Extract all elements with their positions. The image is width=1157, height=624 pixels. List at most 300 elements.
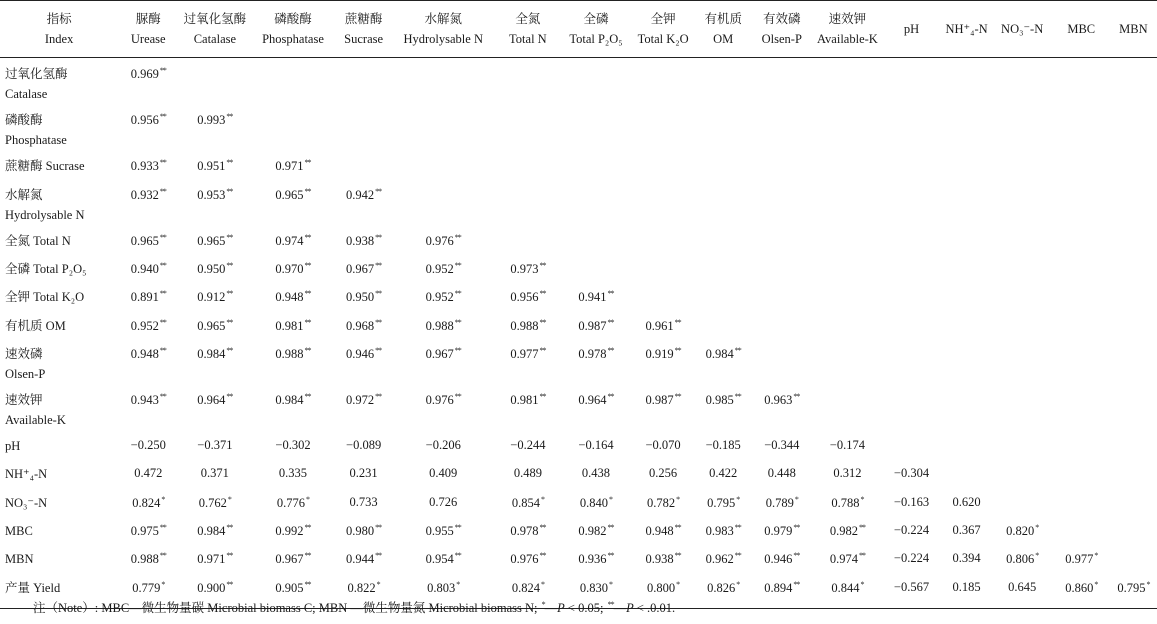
table-cell: [942, 310, 992, 338]
row-label-primary: 速效钾: [5, 393, 43, 407]
table-cell: [1110, 384, 1157, 430]
table-cell: [393, 253, 494, 281]
table-cell: [118, 104, 178, 150]
table-cell: [750, 384, 813, 430]
row-label-primary: 产量 Yield: [5, 581, 61, 595]
column-header-cn: 全氮: [515, 12, 541, 26]
table-cell: [251, 458, 334, 487]
significance-mark: *: [376, 580, 380, 589]
column-header-cn: 全磷: [583, 12, 609, 26]
table-cell: [630, 58, 696, 105]
table-cell: [1053, 430, 1110, 458]
table-cell: [251, 58, 334, 105]
cell-value: −0.174: [829, 438, 865, 452]
row-label: [0, 179, 118, 225]
table-row: [0, 179, 1157, 225]
table-cell: [992, 253, 1053, 281]
table-cell: [178, 487, 251, 515]
significance-mark: **: [226, 318, 233, 327]
column-header-cn: 磷酸酶: [274, 12, 312, 26]
cell-value: 0.824: [132, 496, 161, 510]
table-cell: [1053, 58, 1110, 105]
table-cell: [562, 104, 630, 150]
cell-value: 0.912: [197, 290, 226, 304]
table-cell: [942, 487, 992, 515]
cell-value: 0.968: [346, 319, 375, 333]
significance-mark: *: [609, 580, 613, 589]
table-cell: [178, 179, 251, 225]
table-cell: [1053, 179, 1110, 225]
table-cell: [118, 543, 178, 572]
table-cell: [335, 58, 393, 105]
table-cell: [118, 310, 178, 338]
table-cell: [881, 281, 941, 310]
table-row: [0, 384, 1157, 430]
significance-mark: **: [454, 261, 461, 270]
cell-value: 0.955: [425, 524, 454, 538]
significance-mark: **: [674, 346, 681, 355]
cell-value: −0.302: [275, 438, 311, 452]
cell-value: −0.206: [425, 438, 461, 452]
cell-value: 0.826: [707, 581, 736, 595]
table-row: [0, 515, 1157, 543]
table-cell: [942, 543, 992, 572]
column-header: [992, 1, 1053, 58]
table-cell: [881, 253, 941, 281]
column-header: [393, 1, 494, 58]
table-cell: [178, 281, 251, 310]
row-label-primary: 过氧化氢酶: [5, 67, 68, 81]
table-cell: [942, 515, 992, 543]
table-row: [0, 58, 1157, 105]
table-cell: [1053, 310, 1110, 338]
table-cell: [813, 487, 881, 515]
significance-mark: **: [226, 523, 233, 532]
significance-mark: **: [226, 392, 233, 401]
significance-mark: **: [159, 233, 166, 242]
table-cell: [393, 225, 494, 253]
cell-value: 0.860: [1065, 581, 1094, 595]
cell-value: −0.163: [893, 495, 930, 509]
table-cell: [813, 281, 881, 310]
table-cell: [335, 310, 393, 338]
table-cell: [393, 58, 494, 105]
cell-value: 0.982: [829, 524, 858, 538]
cell-value: 0.956: [510, 290, 539, 304]
table-cell: [813, 310, 881, 338]
table-cell: [813, 104, 881, 150]
note-p-1: P: [557, 601, 565, 615]
cell-value: 0.795: [1117, 581, 1146, 595]
table-cell: [251, 515, 334, 543]
row-label: [0, 58, 118, 105]
table-cell: [992, 179, 1053, 225]
table-cell: [942, 58, 992, 105]
table-cell: [630, 104, 696, 150]
table-cell: [881, 225, 941, 253]
table-row: [0, 338, 1157, 384]
cell-value: 0.953: [197, 188, 226, 202]
column-header-cn: 过氧化氢酶: [183, 12, 247, 26]
table-cell: [494, 338, 562, 384]
row-label: [0, 281, 118, 310]
table-cell: [696, 487, 750, 515]
significance-mark: **: [607, 346, 614, 355]
table-cell: [1053, 458, 1110, 487]
table-cell: [178, 310, 251, 338]
cell-value: 0.976: [425, 393, 454, 407]
table-cell: [992, 515, 1053, 543]
table-cell: [630, 179, 696, 225]
table-cell: [992, 572, 1053, 609]
table-row: [0, 543, 1157, 572]
cell-value: 0.964: [578, 393, 607, 407]
table-cell: [750, 458, 813, 487]
table-cell: [881, 543, 941, 572]
cell-value: 0.932: [130, 188, 159, 202]
cell-value: 0.789: [765, 496, 794, 510]
table-cell: [494, 515, 562, 543]
cell-value: 0.256: [649, 466, 678, 480]
row-label-primary: 蔗糖酶 Sucrase: [5, 159, 85, 173]
table-cell: [178, 543, 251, 572]
column-header-cn: 指标: [46, 12, 72, 26]
significance-mark: *: [456, 580, 460, 589]
column-header-cn: 脲酶: [135, 12, 161, 26]
significance-mark: **: [226, 158, 233, 167]
table-cell: [251, 310, 334, 338]
significance-mark: *: [1035, 523, 1039, 532]
significance-mark: **: [304, 346, 311, 355]
row-label-secondary: Hydrolysable N: [5, 208, 85, 222]
cell-value: 0.971: [197, 552, 226, 566]
cell-value: 0.951: [197, 159, 226, 173]
table-cell: [562, 281, 630, 310]
cell-value: 0.806: [1006, 552, 1035, 566]
cell-value: 0.231: [349, 466, 378, 480]
table-cell: [335, 281, 393, 310]
significance-mark: *: [676, 580, 680, 589]
table-cell: [750, 515, 813, 543]
table-cell: [942, 150, 992, 179]
cell-value: 0.975: [130, 524, 159, 538]
table-cell: [750, 487, 813, 515]
significance-mark: **: [304, 580, 311, 589]
note-sig-2: **: [607, 600, 614, 609]
table-cell: [696, 104, 750, 150]
significance-mark: **: [539, 261, 546, 270]
table-cell: [1053, 543, 1110, 572]
table-body: [0, 58, 1157, 609]
table-cell: [335, 487, 393, 515]
cell-value: −0.224: [893, 523, 930, 537]
cell-value: 0.448: [767, 466, 796, 480]
cell-value: 0.987: [578, 319, 607, 333]
table-cell: [494, 543, 562, 572]
significance-mark: **: [793, 580, 800, 589]
cell-value: −0.304: [893, 466, 930, 480]
cell-value: 0.956: [130, 113, 159, 127]
row-label-primary: 有机质 OM: [5, 319, 66, 333]
significance-mark: **: [375, 392, 382, 401]
significance-mark: **: [226, 187, 233, 196]
cell-value: 0.795: [707, 496, 736, 510]
significance-mark: **: [304, 233, 311, 242]
row-label: [0, 543, 118, 572]
cell-value: 0.822: [347, 581, 376, 595]
table-cell: [494, 430, 562, 458]
cell-value: 0.409: [429, 466, 458, 480]
table-cell: [992, 458, 1053, 487]
row-label-primary: MBC: [5, 524, 33, 538]
cell-value: 0.988: [275, 347, 304, 361]
table-cell: [750, 58, 813, 105]
table-cell: [630, 281, 696, 310]
significance-mark: **: [793, 551, 800, 560]
cell-value: 0.984: [197, 347, 226, 361]
table-cell: [494, 253, 562, 281]
significance-mark: *: [161, 495, 165, 504]
row-label: [0, 458, 118, 487]
table-cell: [992, 384, 1053, 430]
row-label: [0, 225, 118, 253]
table-cell: [118, 384, 178, 430]
note-threshold-2: < .0.01.: [633, 601, 676, 615]
column-header: [0, 1, 118, 58]
table-cell: [1053, 281, 1110, 310]
cell-value: 0.965: [197, 234, 226, 248]
significance-mark: **: [674, 392, 681, 401]
significance-mark: **: [375, 187, 382, 196]
table-cell: [494, 487, 562, 515]
cell-value: 0.967: [346, 262, 375, 276]
table-cell: [562, 338, 630, 384]
table-cell: [562, 310, 630, 338]
cell-value: 0.946: [764, 552, 793, 566]
cell-value: 0.489: [513, 466, 542, 480]
column-header-en: NO₃⁻-N: [1001, 22, 1044, 36]
column-header: [251, 1, 334, 58]
significance-mark: **: [539, 551, 546, 560]
table-cell: [178, 253, 251, 281]
column-header-en: Index: [44, 32, 74, 46]
row-label-secondary: Catalase: [5, 87, 48, 101]
significance-mark: **: [734, 392, 741, 401]
table-cell: [494, 458, 562, 487]
cell-value: 0.422: [709, 466, 738, 480]
table-cell: [178, 458, 251, 487]
table-cell: [494, 384, 562, 430]
table-cell: [393, 179, 494, 225]
row-label: [0, 487, 118, 515]
table-row: [0, 281, 1157, 310]
table-cell: [881, 384, 941, 430]
cell-value: 0.940: [130, 262, 159, 276]
table-cell: [118, 430, 178, 458]
table-cell: [630, 150, 696, 179]
row-label: [0, 253, 118, 281]
significance-mark: **: [159, 392, 166, 401]
column-header: [881, 1, 941, 58]
row-label-secondary: Available-K: [5, 413, 66, 427]
cell-value: 0.952: [425, 290, 454, 304]
cell-value: 0.974: [275, 234, 304, 248]
cell-value: 0.976: [510, 552, 539, 566]
cell-value: 0.973: [510, 262, 539, 276]
table-cell: [251, 384, 334, 430]
cell-value: 0.938: [645, 552, 674, 566]
cell-value: 0.946: [346, 347, 375, 361]
table-row: [0, 253, 1157, 281]
table-cell: [630, 543, 696, 572]
cell-value: 0.803: [427, 581, 456, 595]
table-cell: [251, 225, 334, 253]
cell-value: 0.952: [130, 319, 159, 333]
column-header-en: MBN: [1119, 22, 1148, 36]
table-cell: [630, 253, 696, 281]
column-header-en: NH⁺₄-N: [945, 22, 988, 36]
table-cell: [393, 543, 494, 572]
cell-value: 0.620: [952, 495, 981, 509]
row-label-primary: 全磷 Total P₂O₅: [5, 262, 87, 276]
table-cell: [335, 104, 393, 150]
cell-value: 0.984: [275, 393, 304, 407]
table-cell: [335, 150, 393, 179]
table-cell: [494, 104, 562, 150]
cell-value: 0.824: [511, 581, 540, 595]
cell-value: 0.969: [130, 67, 159, 81]
table-cell: [696, 572, 750, 609]
column-header-en: Total N: [509, 32, 547, 46]
table-cell: [881, 458, 941, 487]
significance-mark: *: [794, 495, 798, 504]
cell-value: 0.971: [275, 159, 304, 173]
cell-value: 0.938: [346, 234, 375, 248]
significance-mark: **: [159, 318, 166, 327]
table-cell: [813, 384, 881, 430]
table-cell: [813, 179, 881, 225]
row-label: [0, 338, 118, 384]
significance-mark: **: [226, 233, 233, 242]
table-cell: [696, 543, 750, 572]
cell-value: 0.371: [200, 466, 229, 480]
row-label-primary: pH: [5, 439, 21, 453]
cell-value: 0.788: [831, 496, 860, 510]
table-cell: [813, 572, 881, 609]
row-label: [0, 515, 118, 543]
cell-value: 0.965: [130, 234, 159, 248]
table-cell: [942, 338, 992, 384]
row-label-primary: 全钾 Total K₂O: [5, 290, 85, 304]
table-cell: [813, 430, 881, 458]
table-cell: [750, 281, 813, 310]
table-cell: [813, 225, 881, 253]
significance-mark: **: [539, 318, 546, 327]
table-cell: [630, 384, 696, 430]
column-header-en: Total K₂O: [637, 32, 689, 46]
table-cell: [696, 458, 750, 487]
significance-mark: **: [375, 346, 382, 355]
cell-value: 0.733: [349, 495, 378, 509]
table-cell: [562, 430, 630, 458]
significance-mark: **: [226, 346, 233, 355]
table-cell: [335, 338, 393, 384]
table-cell: [696, 384, 750, 430]
cell-value: 0.974: [829, 552, 858, 566]
column-header: [942, 1, 992, 58]
table-cell: [750, 179, 813, 225]
cell-value: 0.964: [197, 393, 226, 407]
cell-value: 0.978: [578, 347, 607, 361]
row-label-primary: 水解氮: [5, 188, 43, 202]
table-cell: [118, 458, 178, 487]
table-cell: [1053, 225, 1110, 253]
table-cell: [178, 384, 251, 430]
table-cell: [562, 179, 630, 225]
table-cell: [178, 150, 251, 179]
cell-value: −0.344: [764, 438, 800, 452]
column-header-cn: 全钾: [650, 12, 676, 26]
table-cell: [696, 338, 750, 384]
significance-mark: **: [375, 233, 382, 242]
column-header-en: Available-K: [816, 32, 878, 46]
cell-value: 0.844: [831, 581, 860, 595]
table-cell: [630, 338, 696, 384]
table-cell: [942, 572, 992, 609]
table-cell: [251, 487, 334, 515]
cell-value: 0.981: [510, 393, 539, 407]
column-header: [630, 1, 696, 58]
column-header-en: OM: [713, 32, 734, 46]
significance-mark: *: [540, 495, 544, 504]
table-row: [0, 150, 1157, 179]
cell-value: 0.472: [134, 466, 163, 480]
table-cell: [118, 338, 178, 384]
table-cell: [992, 430, 1053, 458]
significance-mark: *: [1094, 551, 1098, 560]
row-label-primary: MBN: [5, 552, 34, 566]
significance-mark: **: [734, 551, 741, 560]
significance-mark: **: [375, 318, 382, 327]
note-p-2: P: [626, 601, 634, 615]
table-cell: [1110, 543, 1157, 572]
column-header-en: pH: [903, 22, 920, 36]
cell-value: 0.967: [425, 347, 454, 361]
significance-mark: **: [226, 551, 233, 560]
table-cell: [813, 150, 881, 179]
table-cell: [562, 253, 630, 281]
significance-mark: **: [375, 289, 382, 298]
cell-value: 0.367: [952, 523, 981, 537]
table-cell: [1110, 225, 1157, 253]
table-cell: [1110, 310, 1157, 338]
significance-mark: **: [454, 289, 461, 298]
table-cell: [335, 253, 393, 281]
significance-mark: *: [676, 495, 680, 504]
column-header-cn: 水解氮: [424, 12, 462, 26]
table-cell: [1053, 104, 1110, 150]
table-cell: [881, 338, 941, 384]
significance-mark: **: [674, 318, 681, 327]
cell-value: 0.962: [705, 552, 734, 566]
cell-value: 0.820: [1006, 524, 1035, 538]
significance-mark: **: [304, 261, 311, 270]
cell-value: 0.979: [764, 524, 793, 538]
table-cell: [251, 543, 334, 572]
table-cell: [1110, 515, 1157, 543]
significance-mark: **: [304, 392, 311, 401]
table-cell: [335, 515, 393, 543]
